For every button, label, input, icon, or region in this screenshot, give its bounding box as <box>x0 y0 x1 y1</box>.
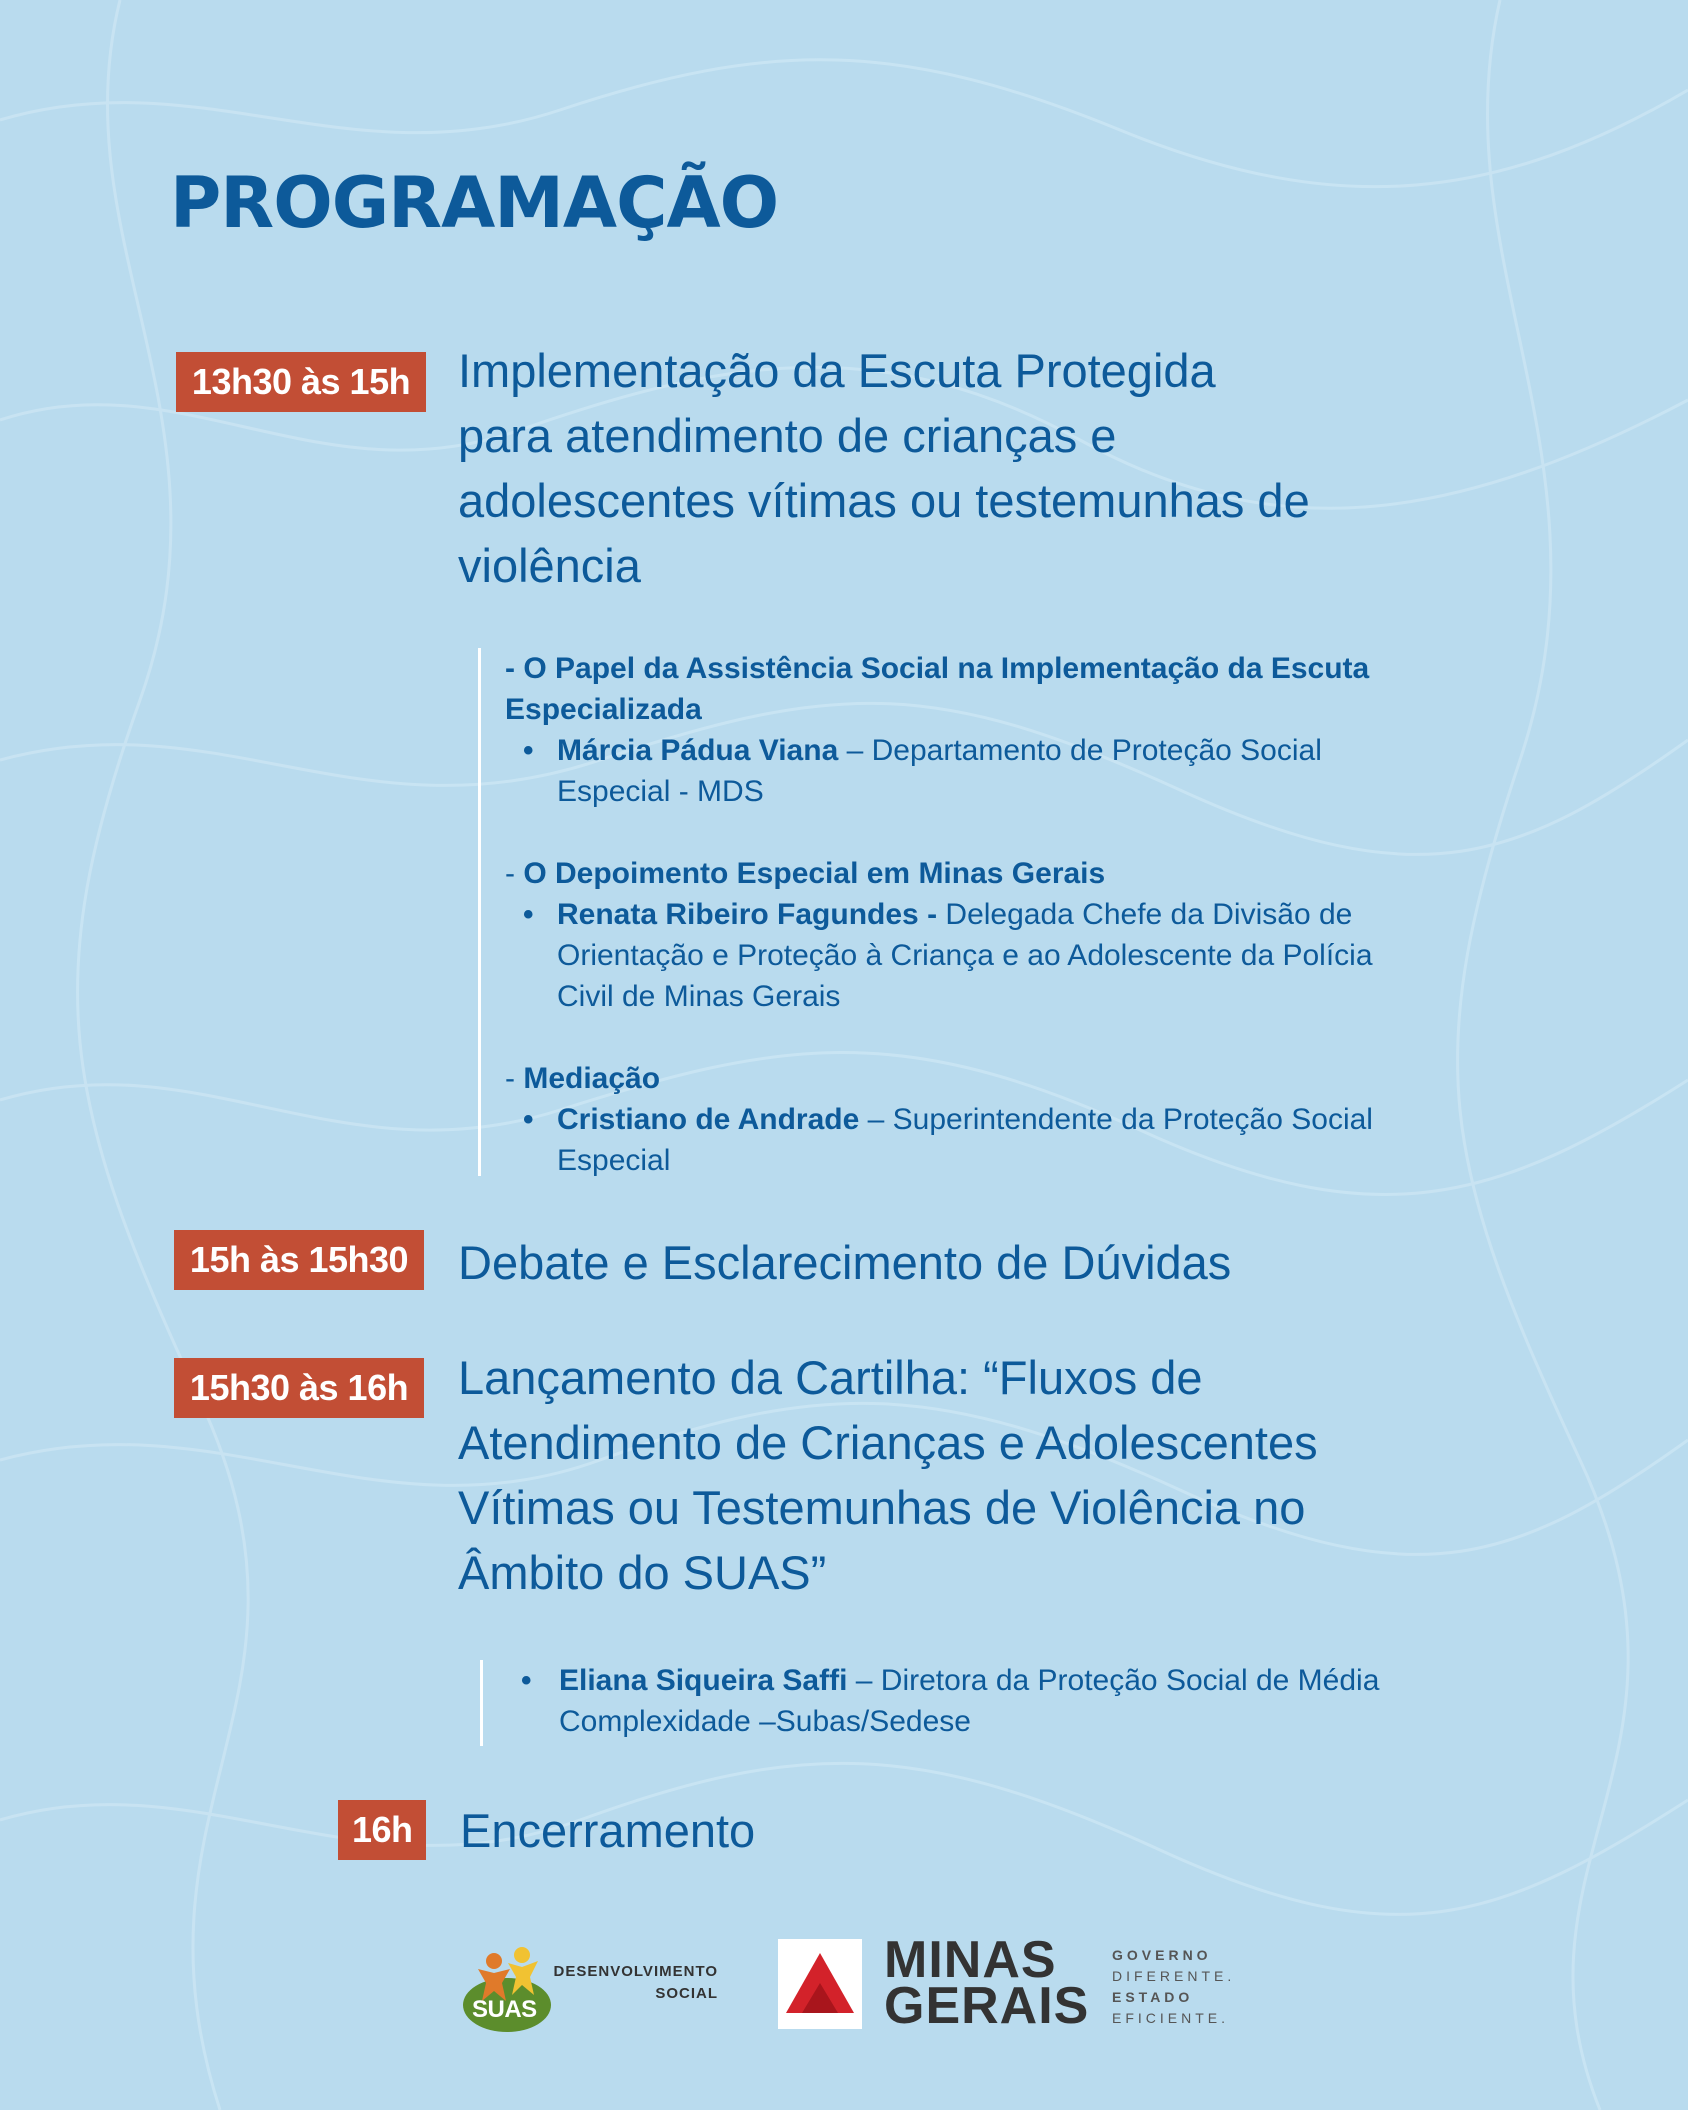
session-title-line: Vítimas ou Testemunhas de Violência no <box>458 1481 1306 1534</box>
dev-social-label <box>553 1961 718 2011</box>
speaker-role: Especial <box>557 1144 671 1177</box>
minas-gerais-triangle-icon <box>778 1939 862 2029</box>
session-title-line: para atendimento de crianças e <box>458 409 1117 462</box>
speaker-name: Márcia Pádua Viana <box>557 734 839 767</box>
topic-line: O Depoimento Especial em Minas Gerais <box>523 857 1106 890</box>
page-title: PROGRAMAÇÃO <box>170 162 779 244</box>
topic-dash: - <box>505 652 524 685</box>
topic-heading <box>505 648 1498 730</box>
speaker-item <box>507 1660 1480 1742</box>
speaker-name: Cristiano de Andrade <box>557 1103 860 1136</box>
slogan-line: GOVERNO <box>1112 1947 1212 1963</box>
dev-social-text <box>554 1961 718 2005</box>
session-title-line: violência <box>458 539 641 592</box>
session-title-line: Implementação da Escuta Protegida <box>458 344 1216 397</box>
slogan-line: EFICIENTE. <box>1112 2010 1230 2026</box>
topic-dash: - <box>505 1062 524 1095</box>
footer-logos <box>460 1931 1240 2040</box>
slogan-line: ESTADO <box>1112 1989 1194 2005</box>
session-title-line: Debate e Esclarecimento de Dúvidas <box>458 1236 1232 1289</box>
speaker-item <box>505 894 1498 1017</box>
session-title-line: Encerramento <box>460 1804 756 1857</box>
slogan-line: DIFERENTE. <box>1112 1968 1236 1984</box>
topic-line: Mediação <box>523 1062 661 1095</box>
government-slogan <box>1112 1945 1235 2029</box>
session-title-2 <box>458 1230 1231 1295</box>
time-badge-session-4: 16h <box>338 1800 426 1860</box>
dev-social-line: DESENVOLVIMENTO <box>553 1963 718 1980</box>
speaker-role: Civil de Minas Gerais <box>557 980 841 1013</box>
suas-logo-text: SUAS <box>472 1996 537 2023</box>
session-title-3 <box>458 1345 1318 1605</box>
speaker-item <box>505 730 1498 812</box>
speaker-role: – Departamento de Proteção Social <box>838 734 1322 767</box>
time-badge-session-2: 15h às 15h30 <box>174 1230 424 1290</box>
time-badge-session-3: 15h30 às 16h <box>174 1358 424 1418</box>
topic-heading <box>505 1058 1498 1099</box>
speaker-role: Especial - MDS <box>557 775 764 808</box>
speaker-name: Renata Ribeiro Fagundes - <box>557 898 938 931</box>
state-name-line: MINAS <box>884 1931 1057 1989</box>
topic-dash: - <box>505 857 524 890</box>
bullet-icon: • <box>523 898 534 931</box>
session-title-line: Âmbito do SUAS” <box>458 1546 827 1599</box>
topic-heading <box>505 853 1498 894</box>
session-title-line: Lançamento da Cartilha: “Fluxos de <box>458 1351 1203 1404</box>
session-title-4 <box>460 1798 755 1863</box>
session-title-line: Atendimento de Crianças e Adolescentes <box>458 1416 1318 1469</box>
topic-line: Especializada <box>505 693 702 726</box>
bullet-icon: • <box>521 1664 532 1697</box>
speaker-role: – Superintendente da Proteção Social <box>859 1103 1373 1136</box>
state-name-line: GERAIS <box>884 1977 1090 2035</box>
speaker-role: – Diretora da Proteção Social de Média <box>847 1664 1380 1697</box>
session-1-details <box>478 648 1498 1176</box>
session-title-line: adolescentes vítimas ou testemunhas de <box>458 474 1310 527</box>
speaker-role: Orientação e Proteção à Criança e ao Adolescente da Polícia <box>557 939 1373 972</box>
topic-line: O Papel da Assistência Social na Implementação da Escuta <box>523 652 1370 685</box>
session-3-details <box>480 1660 1480 1746</box>
bullet-icon: • <box>523 734 534 767</box>
speaker-name: Eliana Siqueira Saffi <box>559 1664 848 1697</box>
time-badge-session-1: 13h30 às 15h <box>176 352 426 412</box>
speaker-role: Delegada Chefe da Divisão de <box>937 898 1353 931</box>
session-title-1 <box>458 338 1310 598</box>
speaker-item <box>505 1099 1498 1181</box>
bullet-icon: • <box>523 1103 534 1136</box>
dev-social-line: SOCIAL <box>655 1985 718 2002</box>
speaker-role: Complexidade –Subas/Sedese <box>559 1705 971 1738</box>
minas-gerais-wordmark <box>884 1931 1090 2035</box>
